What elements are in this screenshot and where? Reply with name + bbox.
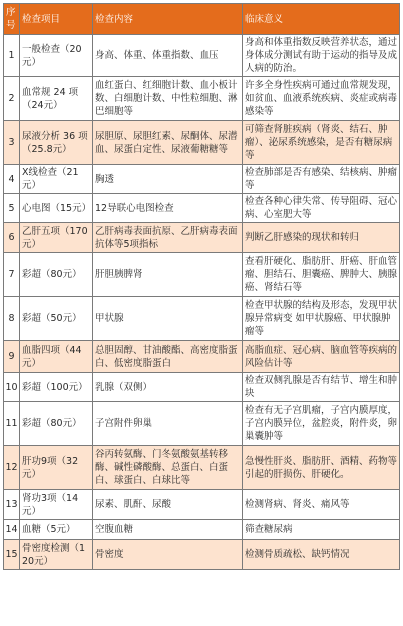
row-item: 血脂四项（44元）	[20, 341, 93, 373]
table-row	[4, 520, 400, 540]
row-index: 7	[4, 253, 20, 297]
row-index: 5	[4, 194, 20, 223]
table-row	[4, 165, 400, 194]
row-meaning: 检测肾病、肾炎、痛风等	[243, 490, 400, 520]
row-item: 彩超（50元）	[20, 297, 93, 341]
row-meaning: 检查双侧乳腺是否有结节、增生和肿块	[243, 373, 400, 402]
row-index: 12	[4, 446, 20, 490]
row-item: 骨密度检测（120元）	[20, 540, 93, 570]
table-row	[4, 253, 400, 297]
row-meaning: 检查有无子宫肌瘤，子宫内膜厚度，子宫内膜异位，盆腔炎，附件炎，卵巢囊肿等	[243, 402, 400, 446]
row-index: 3	[4, 121, 20, 165]
header-content: 检查内容	[93, 4, 243, 35]
row-item: 血常规 24 项（24元）	[20, 77, 93, 121]
row-meaning: 高脂血症、冠心病、脑血管等疾病的风险估计等	[243, 341, 400, 373]
table-header-row	[4, 4, 400, 35]
row-meaning: 查看肝硬化、脂肪肝、肝癌、肝血管瘤、胆结石、胆囊癌、脾肿大、胰腺癌、肾结石等	[243, 253, 400, 297]
row-content: 乙肝病毒表面抗原、乙肝病毒表面抗体等5项指标	[93, 223, 243, 253]
row-item: 彩超（100元）	[20, 373, 93, 402]
row-content: 甲状腺	[93, 297, 243, 341]
row-content: 胸透	[93, 165, 243, 194]
table-row	[4, 402, 400, 446]
row-index: 15	[4, 540, 20, 570]
table-row	[4, 121, 400, 165]
table-row	[4, 223, 400, 253]
row-meaning: 检查甲状腺的结构及形态，发现甲状腺异常病变 如甲状腺癌、甲状腺肿瘤等	[243, 297, 400, 341]
header-item: 检查项目	[20, 4, 93, 35]
row-content: 12导联心电图检查	[93, 194, 243, 223]
checkup-price-table	[3, 3, 400, 570]
row-content: 总胆固醇、甘油酸酯、高密度脂蛋白、低密度脂蛋白	[93, 341, 243, 373]
row-content: 乳腺（双侧）	[93, 373, 243, 402]
row-content: 尿素、肌酐、尿酸	[93, 490, 243, 520]
table-row	[4, 490, 400, 520]
row-content: 身高、体重、体重指数、血压	[93, 35, 243, 77]
row-meaning: 许多全身性疾病可通过血常规发现，如贫血、血液系统疾病、炎症或病毒感染等	[243, 77, 400, 121]
row-item: 心电图（15元）	[20, 194, 93, 223]
header-index: 序号	[4, 4, 20, 35]
row-index: 1	[4, 35, 20, 77]
row-meaning: 检查肺部是否有感染、结核病、肿瘤等	[243, 165, 400, 194]
row-content: 肝胆胰脾肾	[93, 253, 243, 297]
row-content: 尿胆原、尿胆红素、尿酮体、尿潜血、尿蛋白定性、尿液葡糖糖等	[93, 121, 243, 165]
row-content: 骨密度	[93, 540, 243, 570]
row-item: 血糖（5元）	[20, 520, 93, 540]
row-index: 10	[4, 373, 20, 402]
table-row	[4, 35, 400, 77]
row-index: 13	[4, 490, 20, 520]
row-index: 14	[4, 520, 20, 540]
table-body	[4, 35, 400, 570]
row-item: 肝功9项（32元）	[20, 446, 93, 490]
row-content: 谷丙转氨酶、门冬氨酸氨基转移酶、碱性磷酸酶、总蛋白、白蛋白、球蛋白、白球比等	[93, 446, 243, 490]
row-item: 乙肝五项（170元）	[20, 223, 93, 253]
row-index: 11	[4, 402, 20, 446]
table-row	[4, 194, 400, 223]
table-row	[4, 373, 400, 402]
row-index: 6	[4, 223, 20, 253]
checkup-price-table-container	[3, 3, 399, 570]
row-content: 血红蛋白、红细胞计数、血小板计数、白细胞计数、中性粒细胞、淋巴细胞等	[93, 77, 243, 121]
row-item: X线检查（21元）	[20, 165, 93, 194]
row-item: 彩超（80元）	[20, 402, 93, 446]
row-index: 8	[4, 297, 20, 341]
row-meaning: 可筛查肾脏疾病（肾炎、结石、肿瘤）、泌尿系统感染，是否有糖尿病等	[243, 121, 400, 165]
row-index: 9	[4, 341, 20, 373]
row-index: 2	[4, 77, 20, 121]
row-content: 子宫附件卵巢	[93, 402, 243, 446]
row-meaning: 判断乙肝感染的现状和转归	[243, 223, 400, 253]
table-row	[4, 446, 400, 490]
row-index: 4	[4, 165, 20, 194]
row-item: 肾功3项（14元）	[20, 490, 93, 520]
row-meaning: 急慢性肝炎、脂肪肝、酒精、药物等引起的肝损伤、肝硬化。	[243, 446, 400, 490]
row-item: 彩超（80元）	[20, 253, 93, 297]
row-item: 一般检查（20元）	[20, 35, 93, 77]
table-row	[4, 297, 400, 341]
table-row	[4, 540, 400, 570]
row-item: 尿液分析 36 项（25.8元）	[20, 121, 93, 165]
row-meaning: 筛查糖尿病	[243, 520, 400, 540]
row-content: 空腹血糖	[93, 520, 243, 540]
row-meaning: 身高和体重指数反映营养状态，通过身体成分测试有助于运动的指导及成人病的防治。	[243, 35, 400, 77]
row-meaning: 检查各种心律失常、传导阻碍、冠心病、心室肥大等	[243, 194, 400, 223]
table-row	[4, 77, 400, 121]
row-meaning: 检测骨质疏松、缺钙情况	[243, 540, 400, 570]
header-meaning: 临床意义	[243, 4, 400, 35]
table-row	[4, 341, 400, 373]
